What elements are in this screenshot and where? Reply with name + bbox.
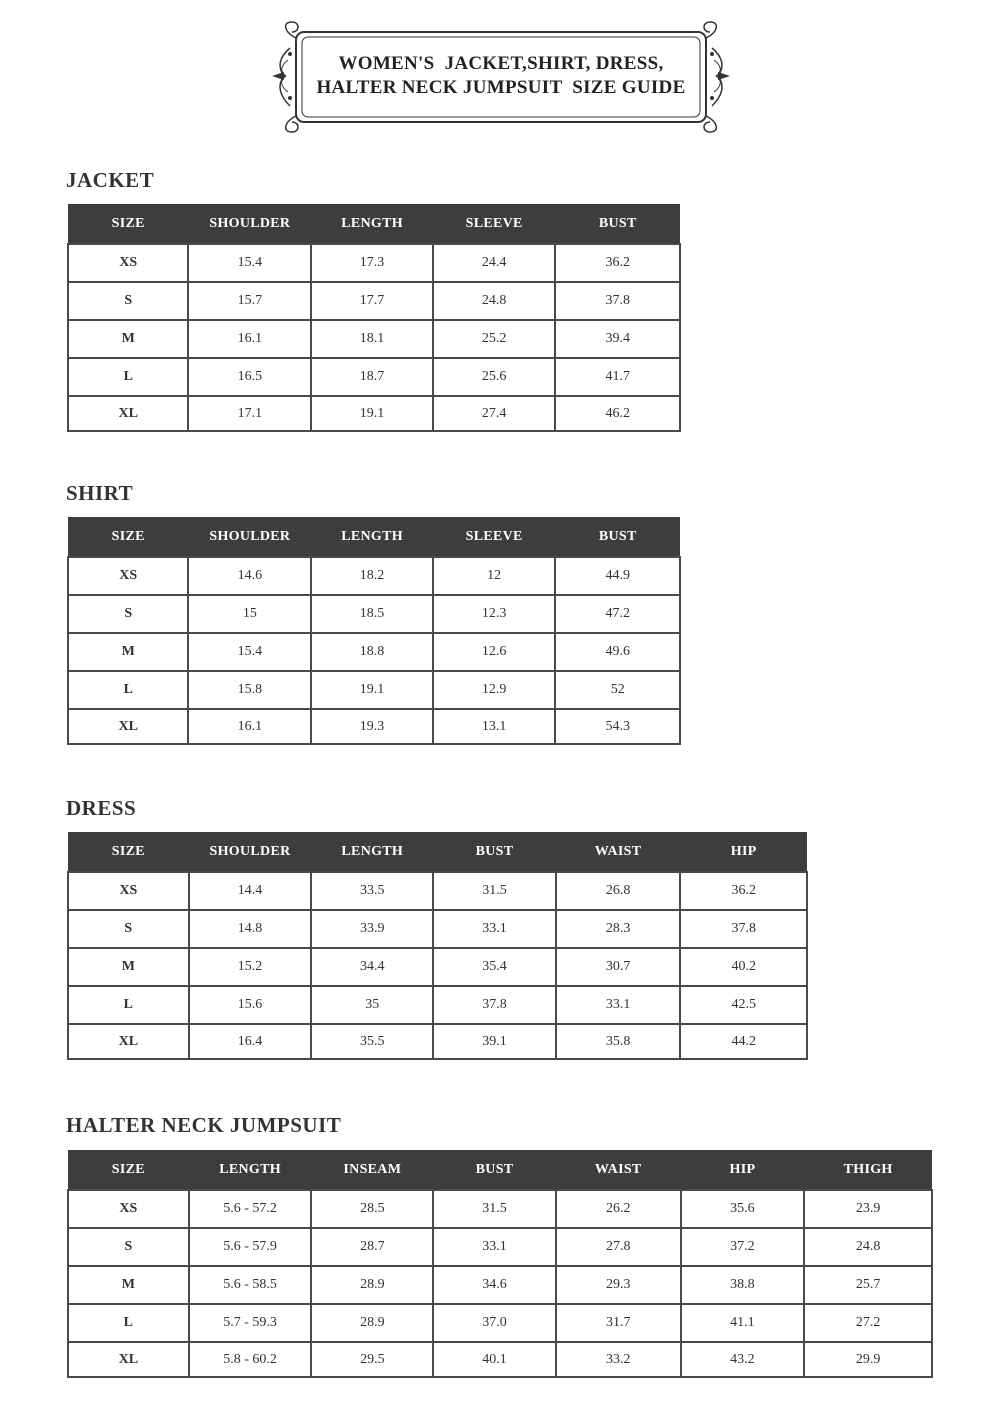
measurement-cell: 18.2 (311, 557, 433, 595)
column-header-inseam: INSEAM (311, 1150, 433, 1190)
column-header-hip: HIP (681, 1150, 805, 1190)
shirt-heading: SHIRT (66, 481, 134, 505)
column-header-size: SIZE (68, 1150, 189, 1190)
measurement-cell: 40.2 (680, 948, 807, 986)
size-label-cell: M (68, 948, 189, 986)
measurement-cell: 38.8 (681, 1266, 805, 1304)
jumpsuit-heading: HALTER NECK JUMPSUIT (66, 1113, 342, 1137)
measurement-cell: 39.1 (433, 1024, 556, 1059)
dress-heading: DRESS (66, 796, 137, 820)
size-label-cell: XL (68, 709, 188, 744)
measurement-cell: 12 (433, 557, 556, 595)
measurement-cell: 23.9 (804, 1190, 932, 1228)
measurement-cell: 15.4 (188, 244, 311, 282)
measurement-cell: 17.1 (188, 396, 311, 431)
measurement-cell: 41.1 (681, 1304, 805, 1342)
measurement-cell: 33.2 (556, 1342, 681, 1377)
column-header-shoulder: SHOULDER (188, 517, 311, 557)
size-label-cell: L (68, 671, 188, 709)
measurement-cell: 12.9 (433, 671, 556, 709)
measurement-cell: 43.2 (681, 1342, 805, 1377)
header-row (68, 832, 807, 872)
measurement-cell: 33.1 (433, 1228, 556, 1266)
measurement-cell: 54.3 (555, 709, 680, 744)
measurement-cell: 47.2 (555, 595, 680, 633)
table-row (68, 320, 680, 358)
measurement-cell: 24.4 (433, 244, 556, 282)
size-label-cell: M (68, 1266, 189, 1304)
column-header-thigh: THIGH (804, 1150, 932, 1190)
measurement-cell: 15.2 (189, 948, 312, 986)
measurement-cell: 26.8 (556, 872, 681, 910)
measurement-cell: 35 (311, 986, 433, 1024)
size-label-cell: XS (68, 557, 188, 595)
measurement-cell: 37.8 (555, 282, 680, 320)
page-title (270, 18, 732, 134)
measurement-cell: 31.5 (433, 1190, 556, 1228)
column-header-length: LENGTH (311, 517, 433, 557)
measurement-cell: 25.6 (433, 358, 556, 396)
column-header-sleeve: SLEEVE (433, 204, 556, 244)
measurement-cell: 18.1 (311, 320, 433, 358)
column-header-bust: BUST (555, 204, 680, 244)
measurement-cell: 18.8 (311, 633, 433, 671)
measurement-cell: 46.2 (555, 396, 680, 431)
measurement-cell: 37.2 (681, 1228, 805, 1266)
jacket-heading: JACKET (66, 168, 155, 192)
size-label-cell: XL (68, 1024, 189, 1059)
jacket-size-table (67, 204, 681, 432)
table-row (68, 557, 680, 595)
measurement-cell: 15.4 (188, 633, 311, 671)
size-label-cell: L (68, 1304, 189, 1342)
measurement-cell: 37.8 (680, 910, 807, 948)
title-line-2: HALTER NECK JUMPSUIT SIZE GUIDE (316, 77, 686, 98)
measurement-cell: 52 (555, 671, 680, 709)
table-row (68, 910, 807, 948)
size-label-cell: XL (68, 1342, 189, 1377)
table-row (68, 358, 680, 396)
measurement-cell: 24.8 (433, 282, 556, 320)
table-row (68, 1190, 932, 1228)
table-row (68, 244, 680, 282)
measurement-cell: 18.5 (311, 595, 433, 633)
column-header-size: SIZE (68, 832, 189, 872)
column-header-shoulder: SHOULDER (189, 832, 312, 872)
measurement-cell: 15.8 (188, 671, 311, 709)
measurement-cell: 12.3 (433, 595, 556, 633)
measurement-cell: 14.8 (189, 910, 312, 948)
measurement-cell: 17.3 (311, 244, 433, 282)
measurement-cell: 5.7 - 59.3 (189, 1304, 312, 1342)
measurement-cell: 35.4 (433, 948, 556, 986)
table-row (68, 986, 807, 1024)
jumpsuit-size-table (67, 1150, 933, 1378)
measurement-cell: 37.8 (433, 986, 556, 1024)
size-label-cell: L (68, 986, 189, 1024)
column-header-bust: BUST (433, 1150, 556, 1190)
size-label-cell: S (68, 910, 189, 948)
header-row (68, 204, 680, 244)
dress-size-table (67, 832, 808, 1060)
measurement-cell: 44.2 (680, 1024, 807, 1059)
measurement-cell: 18.7 (311, 358, 433, 396)
table-row (68, 1342, 932, 1377)
column-header-hip: HIP (680, 832, 807, 872)
measurement-cell: 14.4 (189, 872, 312, 910)
measurement-cell: 27.2 (804, 1304, 932, 1342)
measurement-cell: 42.5 (680, 986, 807, 1024)
measurement-cell: 13.1 (433, 709, 556, 744)
measurement-cell: 27.4 (433, 396, 556, 431)
size-label-cell: M (68, 320, 188, 358)
table-row (68, 948, 807, 986)
size-label-cell: S (68, 1228, 189, 1266)
measurement-cell: 33.1 (556, 986, 681, 1024)
measurement-cell: 24.8 (804, 1228, 932, 1266)
measurement-cell: 35.8 (556, 1024, 681, 1059)
measurement-cell: 31.7 (556, 1304, 681, 1342)
measurement-cell: 12.6 (433, 633, 556, 671)
measurement-cell: 30.7 (556, 948, 681, 986)
size-label-cell: S (68, 595, 188, 633)
table-row (68, 1266, 932, 1304)
measurement-cell: 28.7 (311, 1228, 433, 1266)
measurement-cell: 28.5 (311, 1190, 433, 1228)
size-label-cell: S (68, 282, 188, 320)
table-row (68, 1228, 932, 1266)
measurement-cell: 28.9 (311, 1304, 433, 1342)
measurement-cell: 33.9 (311, 910, 433, 948)
header-row (68, 517, 680, 557)
measurement-cell: 14.6 (188, 557, 311, 595)
measurement-cell: 41.7 (555, 358, 680, 396)
column-header-waist: WAIST (556, 832, 681, 872)
measurement-cell: 35.6 (681, 1190, 805, 1228)
measurement-cell: 19.1 (311, 671, 433, 709)
measurement-cell: 19.3 (311, 709, 433, 744)
size-label-cell: M (68, 633, 188, 671)
table-row (68, 671, 680, 709)
measurement-cell: 5.6 - 57.9 (189, 1228, 312, 1266)
measurement-cell: 29.3 (556, 1266, 681, 1304)
title-frame (270, 18, 732, 134)
table-row (68, 709, 680, 744)
measurement-cell: 44.9 (555, 557, 680, 595)
measurement-cell: 33.5 (311, 872, 433, 910)
measurement-cell: 28.9 (311, 1266, 433, 1304)
measurement-cell: 28.3 (556, 910, 681, 948)
header-row (68, 1150, 932, 1190)
size-label-cell: XS (68, 1190, 189, 1228)
measurement-cell: 16.1 (188, 709, 311, 744)
size-label-cell: XS (68, 872, 189, 910)
measurement-cell: 29.5 (311, 1342, 433, 1377)
size-label-cell: XL (68, 396, 188, 431)
measurement-cell: 17.7 (311, 282, 433, 320)
column-header-length: LENGTH (311, 832, 433, 872)
column-header-sleeve: SLEEVE (433, 517, 556, 557)
measurement-cell: 26.2 (556, 1190, 681, 1228)
measurement-cell: 15.6 (189, 986, 312, 1024)
column-header-size: SIZE (68, 204, 188, 244)
shirt-size-table (67, 517, 681, 745)
measurement-cell: 40.1 (433, 1342, 556, 1377)
size-label-cell: XS (68, 244, 188, 282)
measurement-cell: 5.8 - 60.2 (189, 1342, 312, 1377)
column-header-size: SIZE (68, 517, 188, 557)
measurement-cell: 19.1 (311, 396, 433, 431)
measurement-cell: 15.7 (188, 282, 311, 320)
measurement-cell: 16.5 (188, 358, 311, 396)
measurement-cell: 36.2 (555, 244, 680, 282)
column-header-length: LENGTH (311, 204, 433, 244)
measurement-cell: 34.6 (433, 1266, 556, 1304)
table-row (68, 633, 680, 671)
table-row (68, 282, 680, 320)
measurement-cell: 16.1 (188, 320, 311, 358)
table-row (68, 872, 807, 910)
measurement-cell: 15 (188, 595, 311, 633)
measurement-cell: 39.4 (555, 320, 680, 358)
column-header-bust: BUST (555, 517, 680, 557)
measurement-cell: 37.0 (433, 1304, 556, 1342)
column-header-shoulder: SHOULDER (188, 204, 311, 244)
measurement-cell: 35.5 (311, 1024, 433, 1059)
size-label-cell: L (68, 358, 188, 396)
table-row (68, 595, 680, 633)
measurement-cell: 34.4 (311, 948, 433, 986)
table-row (68, 1304, 932, 1342)
title-line-1: WOMEN'S JACKET,SHIRT, DRESS, (338, 53, 664, 74)
measurement-cell: 5.6 - 57.2 (189, 1190, 312, 1228)
table-row (68, 1024, 807, 1059)
measurement-cell: 25.7 (804, 1266, 932, 1304)
measurement-cell: 36.2 (680, 872, 807, 910)
measurement-cell: 16.4 (189, 1024, 312, 1059)
measurement-cell: 49.6 (555, 633, 680, 671)
measurement-cell: 29.9 (804, 1342, 932, 1377)
measurement-cell: 5.6 - 58.5 (189, 1266, 312, 1304)
column-header-length: LENGTH (189, 1150, 312, 1190)
table-row (68, 396, 680, 431)
measurement-cell: 27.8 (556, 1228, 681, 1266)
column-header-waist: WAIST (556, 1150, 681, 1190)
measurement-cell: 25.2 (433, 320, 556, 358)
measurement-cell: 33.1 (433, 910, 556, 948)
column-header-bust: BUST (433, 832, 556, 872)
measurement-cell: 31.5 (433, 872, 556, 910)
